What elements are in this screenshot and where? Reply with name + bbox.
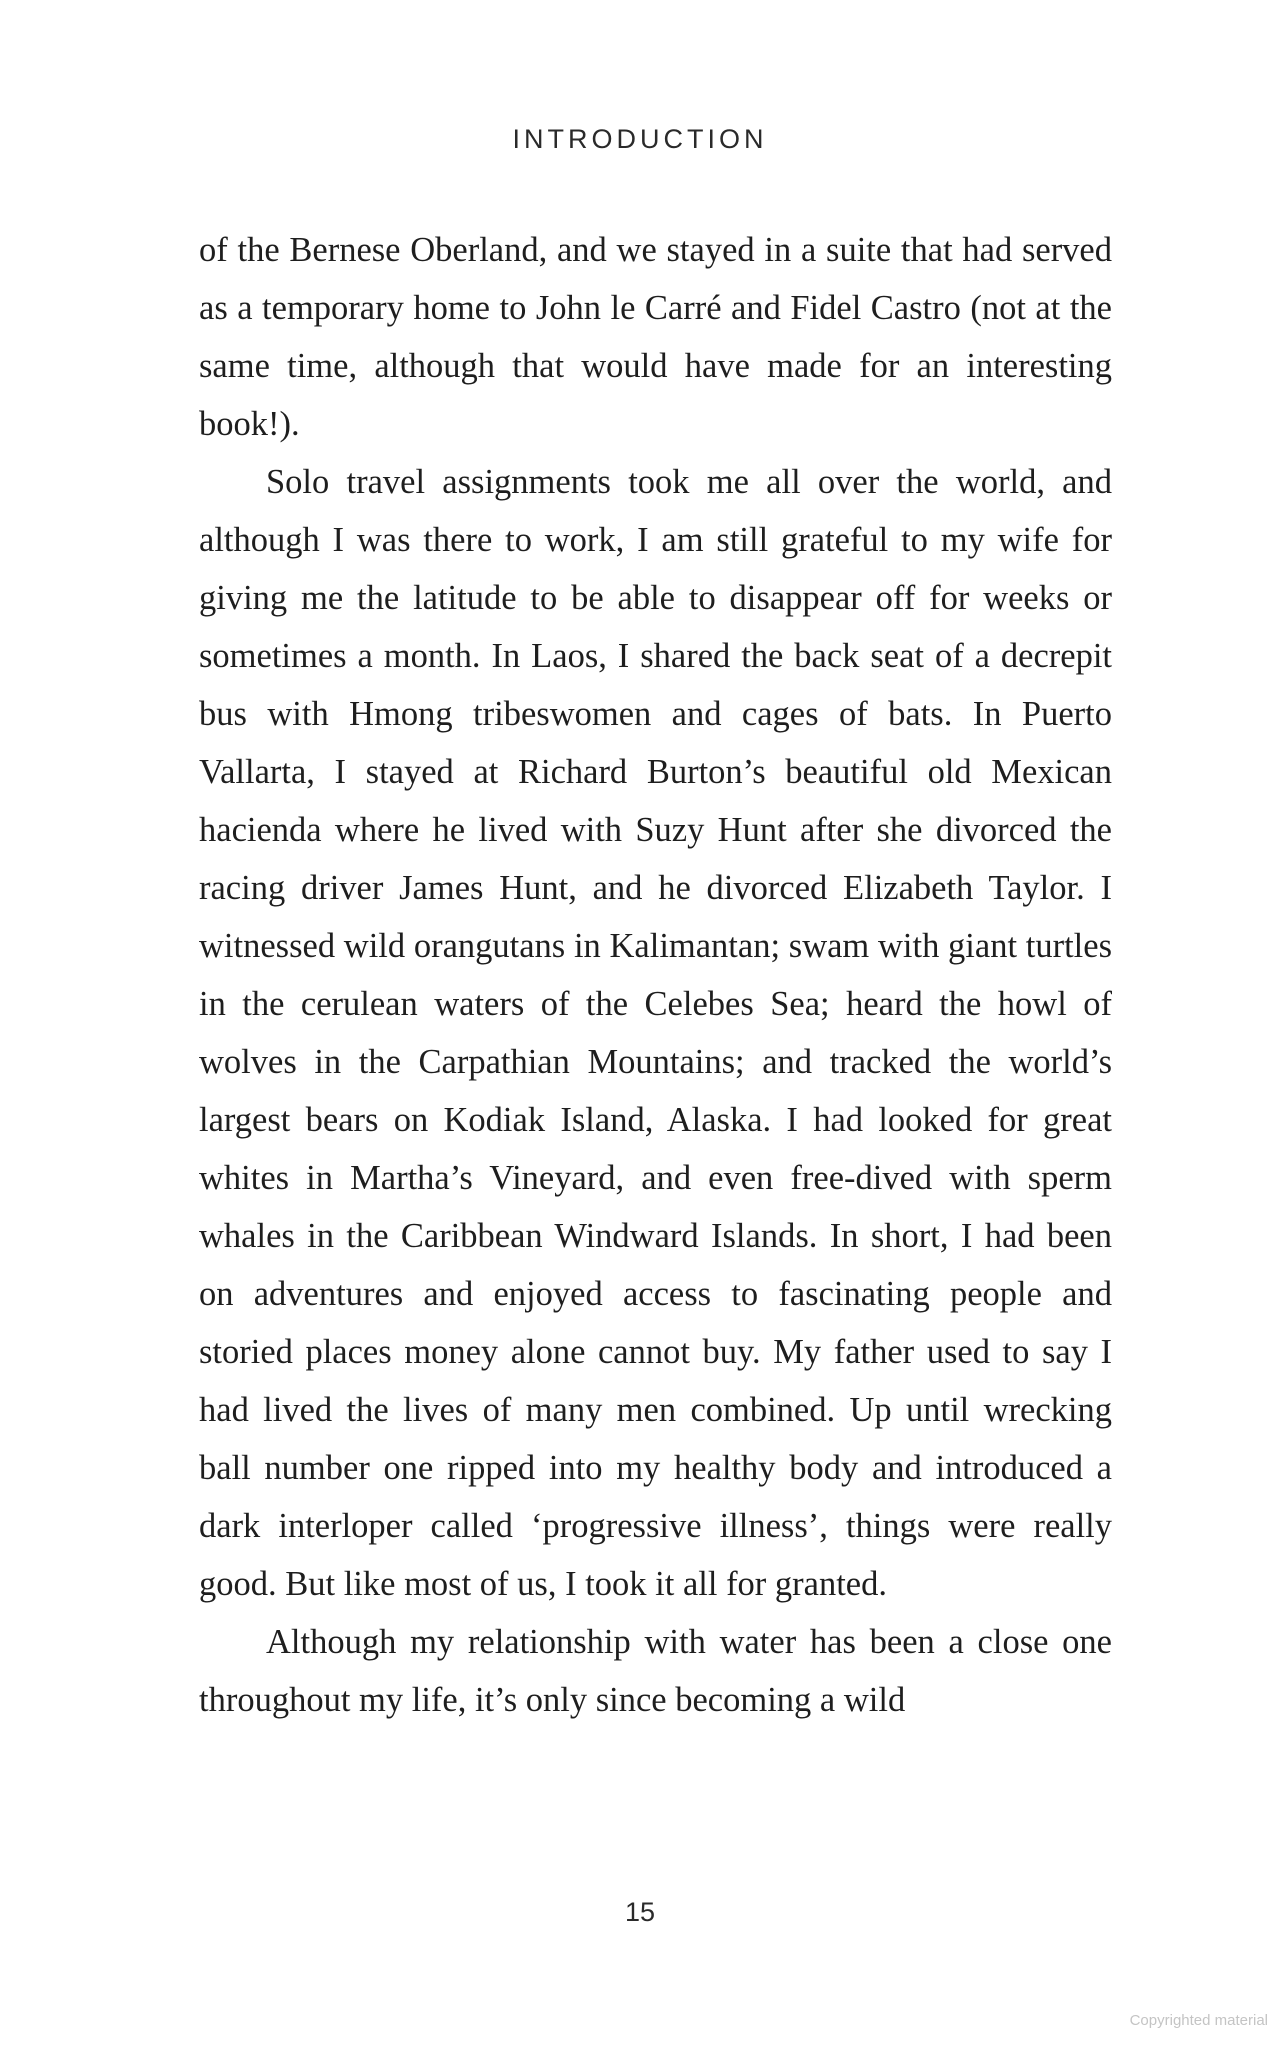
paragraph-travel-assignments: Solo travel assignments took me all over the world, and although I was there to work, I am still grateful to my wife for giving me the latitude to be able to disappear off for weeks or sometimes a month. In Laos, I shared the back seat of a decrepit bus with Hmong tribeswomen and cages of bats. In Puerto Vallarta, I stayed at Richard Burton’s beautiful old Mexican hacienda where he lived with Suzy Hunt after she divorced the racing driver James Hunt, and he divorced Elizabeth Taylor. I witnessed wild orangutans in Kalimantan; swam with giant turtles in the cerulean waters of the Celebes Sea; heard the howl of wolves in the Carpathian Mountains; and tracked the world’s largest bears on Kodiak Island, Alaska. I had looked for great whites in Martha’s Vineyard, and even free-dived with sperm whales in the Caribbean Windward Islands. In short, I had been on adventures and enjoyed access to fascinating people and storied places money alone cannot buy. My father used to say I had lived the lives of many men combined. Up until wrecking ball number one ripped into my healthy body and introduced a dark interloper called ‘progressive illness’, things were really good. But like most of us, I took it all for granted.	[199, 463, 1112, 1603]
body-text	[199, 221, 1112, 1729]
paragraph-water-relationship: Although my relationship with water has been a close one throughout my life, it’s only since becoming a wild	[199, 1623, 1112, 1719]
paragraph-continued: of the Bernese Oberland, and we stayed in a suite that had served as a temporary home to John le Carré and Fidel Castro (not at the same time, although that would have made for an interesting book!).	[199, 231, 1112, 443]
copyright-watermark: Copyrighted material	[1129, 2012, 1268, 2029]
running-head: INTRODUCTION	[512, 124, 768, 154]
page-number: 15	[624, 1897, 656, 1927]
